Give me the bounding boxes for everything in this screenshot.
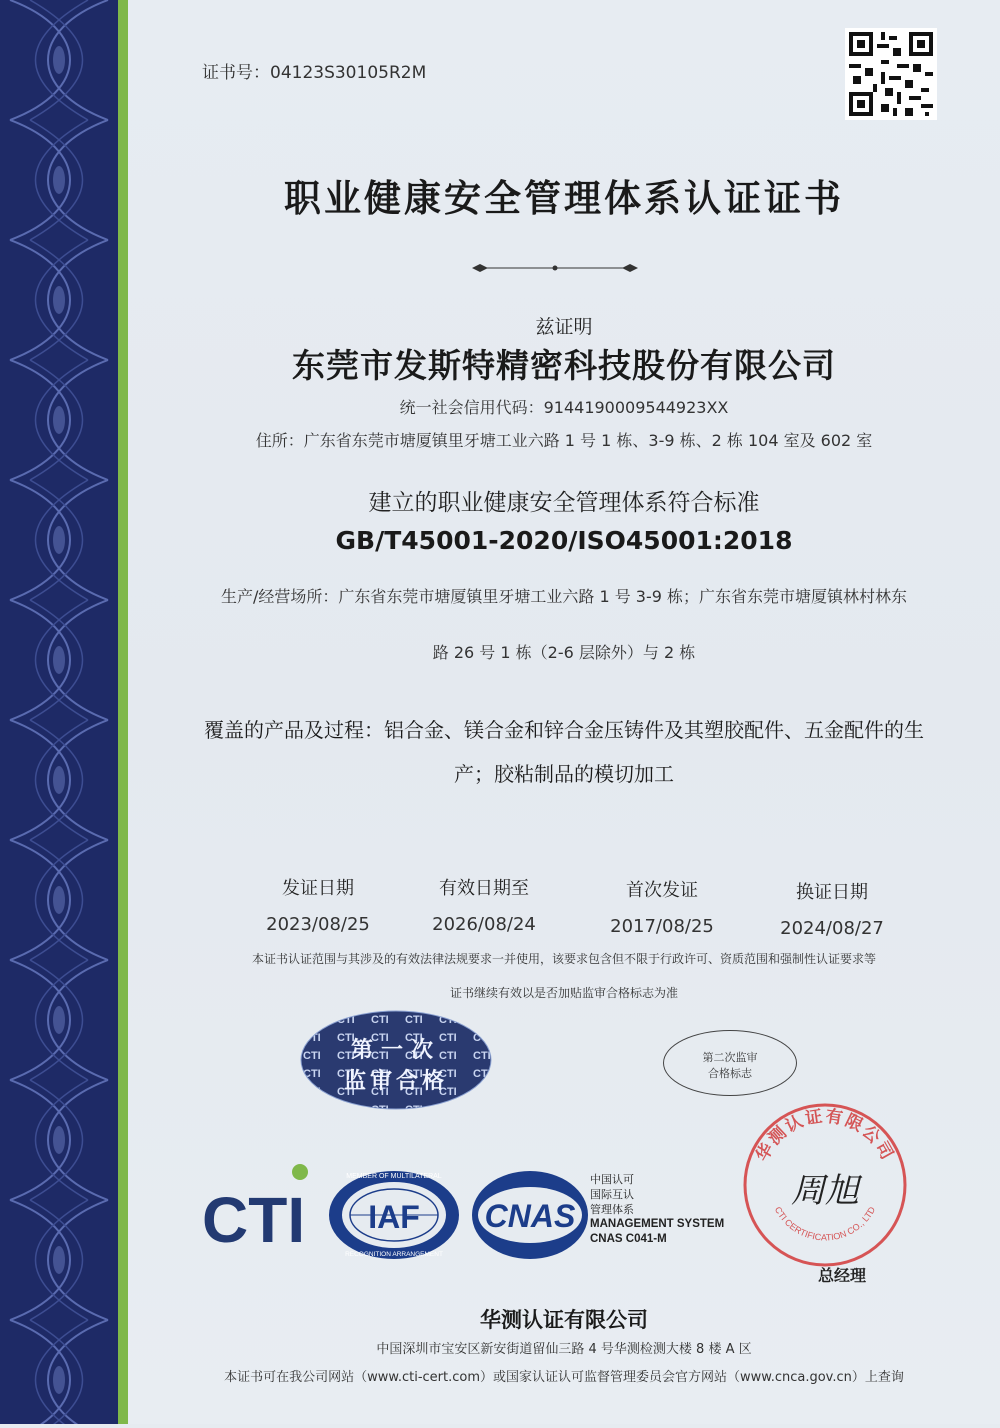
accr-en-1: MANAGEMENT SYSTEM [590, 1218, 725, 1230]
signature: 周旭 [791, 1171, 859, 1211]
accr-cn-3: 管理体系 [590, 1203, 634, 1216]
site-address-line1: 生产/经营场所：广东省东莞市塘厦镇里牙塘工业六路 1 号 3-9 栋；广东省东莞市塘厦镇林村林东 [220, 587, 908, 606]
cti-dot-icon [292, 1164, 308, 1180]
company-name: 东莞市发斯特精密科技股份有限公司 [292, 346, 836, 385]
ornament-divider-icon [470, 260, 640, 276]
band-pattern [0, 0, 118, 1424]
registered-address: 住所：广东省东莞市塘厦镇里牙塘工业六路 1 号 1 栋、3-9 栋、2 栋 104 室及 602 室 [255, 431, 873, 450]
seal-line1: 第一次 [350, 1038, 442, 1063]
decorative-left-band [0, 0, 118, 1424]
seal-line2: 监审合格 [343, 1069, 449, 1094]
scope-line2: 产；胶粘制品的模切加工 [454, 762, 674, 786]
date-valid-until [404, 874, 564, 935]
green-stripe [118, 0, 128, 1424]
second-audit-label-1: 第二次监审 [702, 1051, 758, 1064]
general-manager-label: 总经理 [818, 1266, 867, 1285]
standard-code: GB/T45001-2020/ISO45001:2018 [335, 526, 793, 555]
issuer-name: 华测认证有限公司 [480, 1308, 648, 1332]
accr-en-2: CNAS C041-M [590, 1233, 667, 1245]
cnas-logo [472, 1171, 588, 1259]
iaf-logo [329, 1171, 459, 1259]
seal-top-text: 华测认证有限公司 [752, 1106, 898, 1165]
cti-logo: CTI [202, 1184, 306, 1256]
date-value: 2023/08/25 [266, 914, 370, 935]
company-red-seal [740, 1100, 910, 1270]
scope-line1: 覆盖的产品及过程：铝合金、镁合金和锌合金压铸件及其塑胶配件、五金配件的生 [204, 718, 924, 742]
scope-notice: 本证书认证范围与其涉及的有效法律法规要求一并使用，该要求包含但不限于行政许可、资质范围和强制性认证要求等 [251, 952, 876, 966]
accr-cn-2: 国际互认 [590, 1188, 634, 1201]
date-renewal [752, 878, 912, 939]
verification-notice: 本证书可在我公司网站（www.cti-cert.com）或国家认证认可监督管理委员会官方网站（www.cnca.gov.cn）上查询 [224, 1370, 904, 1385]
site-address-line2: 路 26 号 1 栋（2-6 层除外）与 2 栋 [432, 643, 696, 662]
certificate-title: 职业健康安全管理体系认证证书 [284, 177, 844, 220]
iaf-ring-top-text: MEMBER OF MULTILATERAL [346, 1173, 442, 1180]
date-label: 换证日期 [796, 882, 868, 903]
accr-cn-1: 中国认可 [590, 1173, 634, 1186]
qr-code-icon [845, 28, 937, 120]
date-value: 2026/08/24 [432, 914, 536, 935]
established-statement: 建立的职业健康安全管理体系符合标准 [368, 490, 760, 516]
credit-code: 统一社会信用代码：9144190009544923XX [399, 398, 729, 417]
iaf-logo-text: IAF [368, 1199, 420, 1235]
date-label: 发证日期 [282, 878, 354, 899]
first-audit-hologram-seal [300, 1010, 492, 1110]
date-label: 首次发证 [626, 880, 698, 901]
second-audit-mark-area [663, 1030, 797, 1096]
accreditation-text [590, 1172, 724, 1247]
date-first-issue [582, 876, 742, 937]
date-issue [238, 874, 398, 935]
date-value: 2024/08/27 [780, 918, 884, 939]
cnas-logo-text: CNAS [484, 1198, 576, 1234]
hereby-certify: 兹证明 [535, 316, 593, 338]
issuer-address: 中国深圳市宝安区新安街道留仙三路 4 号华测检测大楼 8 楼 A 区 [376, 1342, 752, 1357]
date-value: 2017/08/25 [610, 916, 714, 937]
second-audit-label-2: 合格标志 [708, 1067, 752, 1080]
seal-bottom-text: CTI CERTIFICATION CO., LTD [772, 1205, 878, 1243]
validity-notice: 证书继续有效以是否加贴监审合格标志为准 [449, 986, 678, 1000]
iaf-ring-bottom-text: RECOGNITION ARRANGEMENT [345, 1251, 443, 1258]
date-label: 有效日期至 [439, 878, 529, 899]
certificate-number: 证书号：04123S30105R2M [202, 63, 427, 83]
